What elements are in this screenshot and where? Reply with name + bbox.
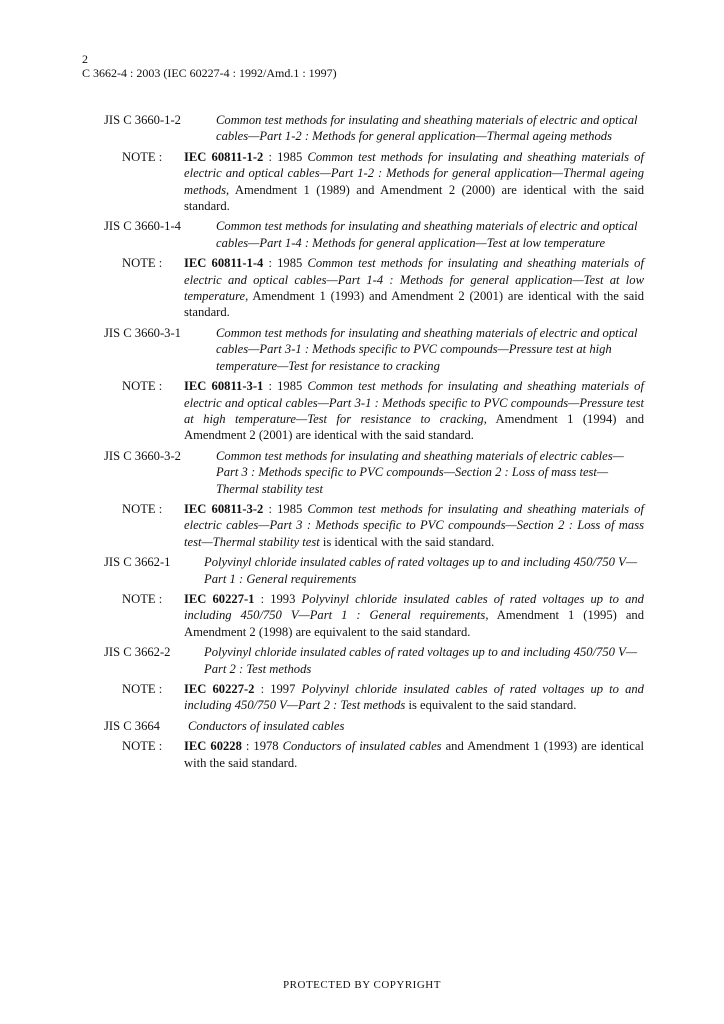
iec-year: : 1985 [263,149,308,164]
standard-title: Common test methods for insulating and sheathing materials of electric and optical cables—Part 1-4 : Methods for general application—Test at low temperature [216,219,638,250]
reference-note [104,738,644,771]
note-tail: , Amendment 1 (1994) and Amendment 2 (2001) are identical with the said standard. [184,411,644,443]
reference-note [104,591,644,640]
note-label: NOTE : [122,501,163,516]
iec-reference: IEC 60227-2 [184,682,255,696]
iec-year: : 1985 [263,379,308,394]
standard-title: Conductors of insulated cables [188,718,345,733]
note-body [184,378,644,444]
iec-reference: IEC 60228 [184,739,242,754]
standard-code: JIS C 3660-3-1 [104,325,181,340]
iec-reference: IEC 60811-1-4 [184,256,264,271]
note-label: NOTE : [122,256,163,271]
standard-code: JIS C 3664 [104,718,160,733]
iec-reference: IEC 60227-1 [184,591,255,606]
note-label: NOTE : [122,591,163,606]
reference-note [104,378,644,444]
note-label: NOTE : [122,739,163,754]
reference-entry [104,218,644,251]
reference-entry [104,112,644,145]
note-tail: , Amendment 1 (1995) and Amendment 2 (1998) are equivalent to the said standard. [184,608,645,639]
reference-entry [104,718,644,734]
note-tail: is identical with the said standard. [319,534,495,549]
standard-code: JIS C 3660-1-4 [104,219,181,234]
page-number: 2 [82,52,88,66]
note-tail: and Amendment 1 (1993) are identical with the said standard. [184,739,644,770]
standard-title: Polyvinyl chloride insulated cables of rated voltages up to and including 450/750 V—Part 1 : General requirements [204,555,638,586]
note-tail: is equivalent to the said standard. [405,698,577,713]
note-body [184,681,644,714]
standard-title: Common test methods for insulating and sheathing materials of electric and optical cables—Part 3-1 : Methods specific to PVC compounds—Pressure test at high temperature—Test for resistance to cracking [216,325,638,373]
iec-year: : 1978 [241,739,283,754]
reference-entry [104,644,644,677]
note-label: NOTE : [122,682,163,696]
reference-note [104,149,644,215]
iec-reference: IEC 60811-1-2 [184,149,264,164]
normative-references-list [104,112,644,775]
iec-title: Conductors of insulated cables [282,739,442,754]
standard-code: JIS C 3662-1 [104,555,171,570]
standard-code: JIS C 3662-2 [104,645,171,660]
standard-title: Common test methods for insulating and sheathing materials of electric and optical cables—Part 1-2 : Methods for general application—Thermal ageing methods [216,113,638,144]
iec-title: Common test methods for insulating and sheathing materials of electric and optical cables—Part 1-4 : Methods for general application—Test at low temperature [184,256,644,304]
iec-title: Polyvinyl chloride insulated cables of rated voltages up to and including 450/750 V—Part 2 : Test methods [184,682,644,713]
reference-entry [104,325,644,374]
note-label: NOTE : [122,149,163,164]
iec-title: Polyvinyl chloride insulated cables of rated voltages up to and including 450/750 V—Part 1 : General requirements [184,591,644,623]
note-tail: , Amendment 1 (1993) and Amendment 2 (2001) are identical with the said standard. [184,289,644,320]
page-header [82,52,337,80]
reference-entry [104,554,644,587]
iec-reference: IEC 60811-3-2 [184,501,264,516]
reference-note [104,501,644,550]
note-body [184,255,644,321]
standard-title: Common test methods for insulating and sheathing materials of electric cables—Part 3 : Methods specific to PVC compounds—Section 2 : Loss of mass test—Thermal stability test [216,448,624,496]
reference-note [104,681,644,714]
iec-title: Common test methods for insulating and sheathing materials of electric cables—Part 3 : Methods specific to PVC compounds—Section 2 : Loss of mass test—Thermal stability test [184,501,644,549]
reference-entry [104,448,644,497]
iec-year: : 1993 [254,591,302,606]
reference-note [104,255,644,321]
iec-year: : 1985 [263,501,308,516]
iec-title: Common test methods for insulating and sheathing materials of electric and optical cables—Part 1-2 : Methods for general application—Thermal ageing methods [184,149,644,197]
note-body [184,149,644,215]
note-tail: , Amendment 1 (1989) and Amendment 2 (2000) are identical with the said standard. [184,182,644,214]
iec-year: : 1985 [263,256,308,271]
iec-year: : 1997 [254,682,302,696]
copyright-footer: PROTECTED BY COPYRIGHT [283,979,441,991]
note-label: NOTE : [122,379,163,394]
standard-code: JIS C 3660-3-2 [104,448,181,463]
standard-code: JIS C 3660-1-2 [104,113,181,127]
note-body [184,501,644,550]
iec-title: Common test methods for insulating and sheathing materials of electric and optical cables—Part 3-1 : Methods specific to PVC compounds—Pressure test at high temperature—Test for resistance to cracking [184,379,644,426]
iec-reference: IEC 60811-3-1 [184,379,264,394]
note-body [184,591,644,640]
standard-title: Polyvinyl chloride insulated cables of rated voltages up to and including 450/750 V—Part 2 : Test methods [204,645,638,676]
document-identifier: C 3662-4 : 2003 (IEC 60227-4 : 1992/Amd.1 : 1997) [82,66,337,80]
note-body [184,738,644,771]
